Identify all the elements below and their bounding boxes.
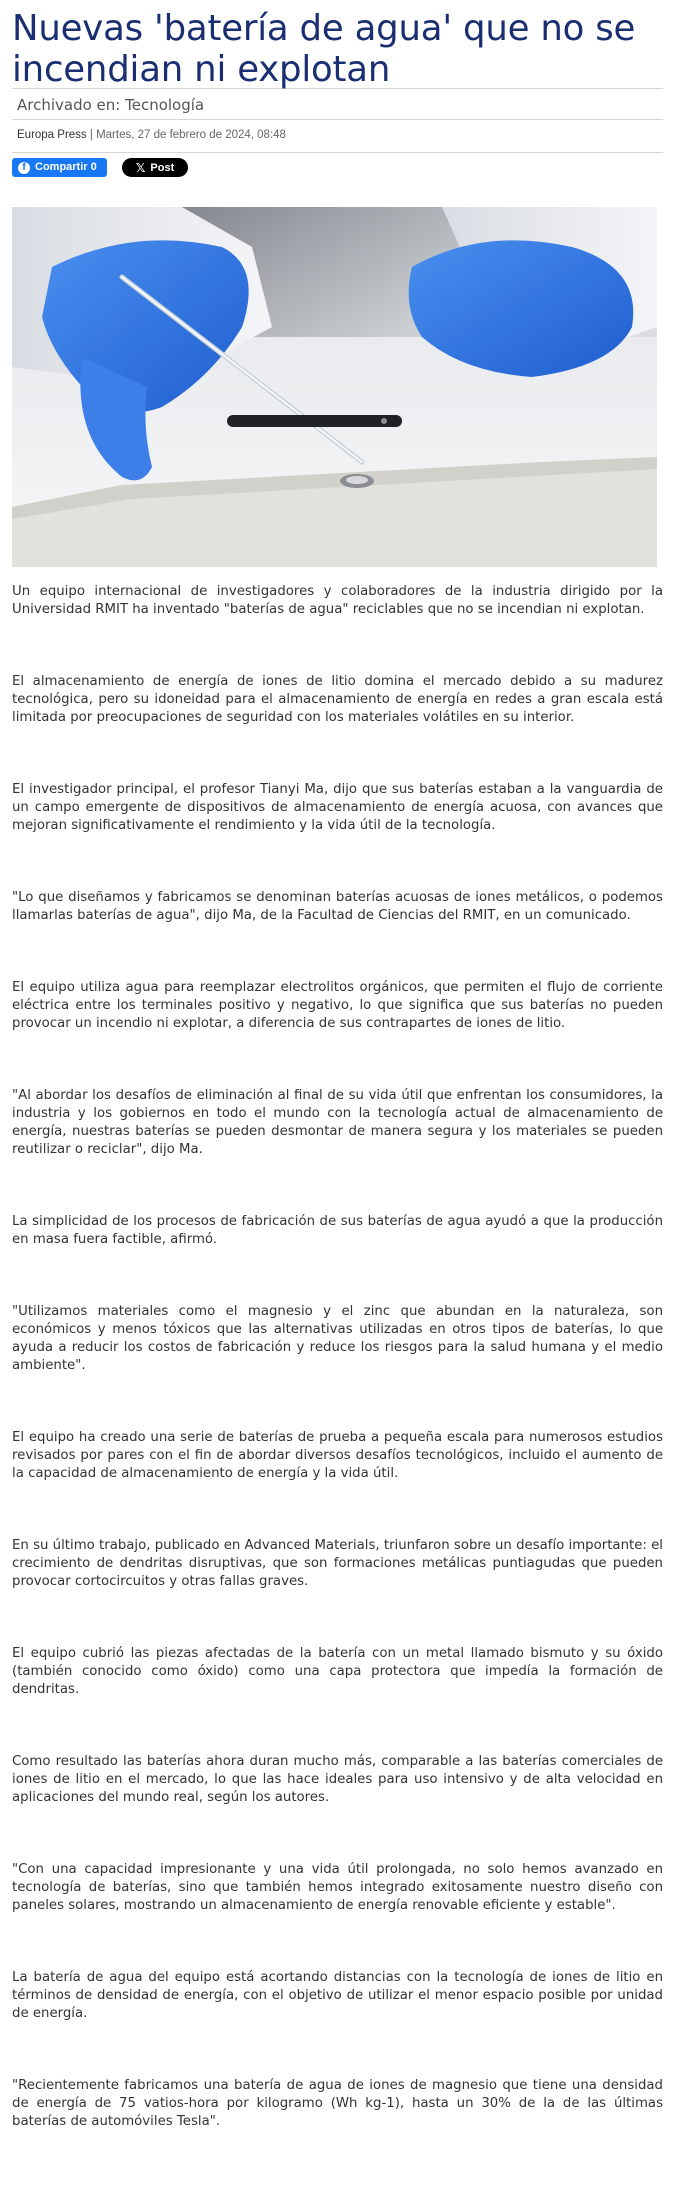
paragraph: "Con una capacidad impresionante y una vida útil prolongada, no solo hemos avanzado en tecnología de baterías, sino que también hemos integrado exitosamente nuestro diseño con paneles solares, mostrando un almacenamiento de energía renovable eficiente y estable".	[12, 1862, 663, 1913]
paragraph: Un equipo internacional de investigadores y colaboradores de la industria dirigido por la Universidad RMIT ha inventado "baterías de agua" reciclables que no se incendian ni explotan.	[12, 584, 663, 617]
lab-gloves-image	[12, 207, 657, 567]
paragraph: En su último trabajo, publicado en Advanced Materials, triunfaron sobre un desafío importante: el crecimiento de dendritas disruptivas, que son formaciones metálicas puntiagudas que pueden provocar cortocircuitos y otras fallas graves.	[12, 1538, 663, 1589]
page-title: Nuevas 'batería de agua' que no se incendian ni explotan	[12, 8, 636, 90]
paragraph: El equipo utiliza agua para reemplazar electrolitos orgánicos, que permiten el flujo de corriente eléctrica entre los terminales positivo y negativo, lo que significa que sus baterías no pueden provocar un incendio ni explotar, a diferencia de sus contrapartes de iones de litio.	[12, 980, 663, 1031]
paragraph: La batería de agua del equipo está acortando distancias con la tecnología de iones de litio en términos de densidad de energía, con el objetivo de utilizar el menor espacio posible por unidad de energía.	[12, 1970, 663, 2021]
paragraph: "Utilizamos materiales como el magnesio y el zinc que abundan en la naturaleza, son económicos y menos tóxicos que las alternativas utilizadas en otros tipos de baterías, lo que ayuda a reducir los costos de fabricación y reduce los riesgos para la salud humana y el medio ambiente".	[12, 1304, 663, 1373]
x-post-label: Post	[150, 161, 175, 174]
paragraph: Como resultado las baterías ahora duran mucho más, comparable a las baterías comerciales de iones de litio en el mercado, lo que las hace ideales para uso intensivo y de alta velocidad en aplicaciones del mundo real, según los autores.	[12, 1754, 663, 1805]
x-post-button[interactable]	[122, 158, 188, 177]
x-icon: 𝕏	[135, 160, 146, 175]
publish-date: | Martes, 27 de febrero de 2024, 08:48	[86, 129, 286, 141]
facebook-icon: f	[18, 162, 30, 174]
paragraph: El almacenamiento de energía de iones de litio domina el mercado debido a su madurez tecnológica, pero su idoneidad para el almacenamiento de energía en redes a gran escala está limitada por preocupaciones de seguridad con los materiales volátiles en su interior.	[12, 674, 663, 725]
facebook-share-button[interactable]	[12, 158, 107, 177]
paragraph: "Lo que diseñamos y fabricamos se denominan baterías acuosas de iones metálicos, o podemos llamarlas baterías de agua", dijo Ma, de la Facultad de Ciencias del RMIT, en un comunicado.	[12, 890, 663, 923]
paragraph: El equipo ha creado una serie de baterías de prueba a pequeña escala para numerosos estudios revisados por pares con el fin de abordar diversos desafíos tecnológicos, incluido el aumento de la capacidad de almacenamiento de energía y la vida útil.	[12, 1430, 663, 1481]
paragraph: El equipo cubrió las piezas afectadas de la batería con un metal llamado bismuto y su óxido (también conocido como óxido) como una capa protectora que impedía la formación de dendritas.	[12, 1646, 663, 1697]
paragraph: "Recientemente fabricamos una batería de agua de iones de magnesio que tiene una densidad de energía de 75 vatios-hora por kilogramo (Wh kg-1), hasta un 30% de la de las últimas baterías de automóviles Tesla".	[12, 2078, 663, 2129]
paragraph: La simplicidad de los procesos de fabricación de sus baterías de agua ayudó a que la producción en masa fuera factible, afirmó.	[12, 1214, 663, 1247]
article-photo	[12, 207, 657, 567]
paragraph: El investigador principal, el profesor Tianyi Ma, dijo que sus baterías estaban a la vanguardia de un campo emergente de dispositivos de almacenamiento de energía acuosa, con avances que mejoran significativamente el rendimiento y la vida útil de la tecnología.	[12, 782, 663, 833]
source-name: Europa Press	[17, 129, 87, 141]
article	[12, 0, 663, 2129]
byline	[12, 120, 663, 152]
share-bar	[12, 153, 663, 181]
facebook-share-label: Compartir 0	[35, 161, 97, 173]
article-body	[12, 583, 663, 2185]
paragraph: "Al abordar los desafíos de eliminación al final de su vida útil que enfrentan los consumidores, la industria y los gobiernos en todo el mundo con la tecnología actual de almacenamiento de energía, nuestras baterías se pueden desmontar de manera segura y los materiales se pueden reutilizar o reciclar", dijo Ma.	[12, 1088, 663, 1157]
archive-category[interactable]: Archivado en: Tecnología	[17, 96, 205, 114]
